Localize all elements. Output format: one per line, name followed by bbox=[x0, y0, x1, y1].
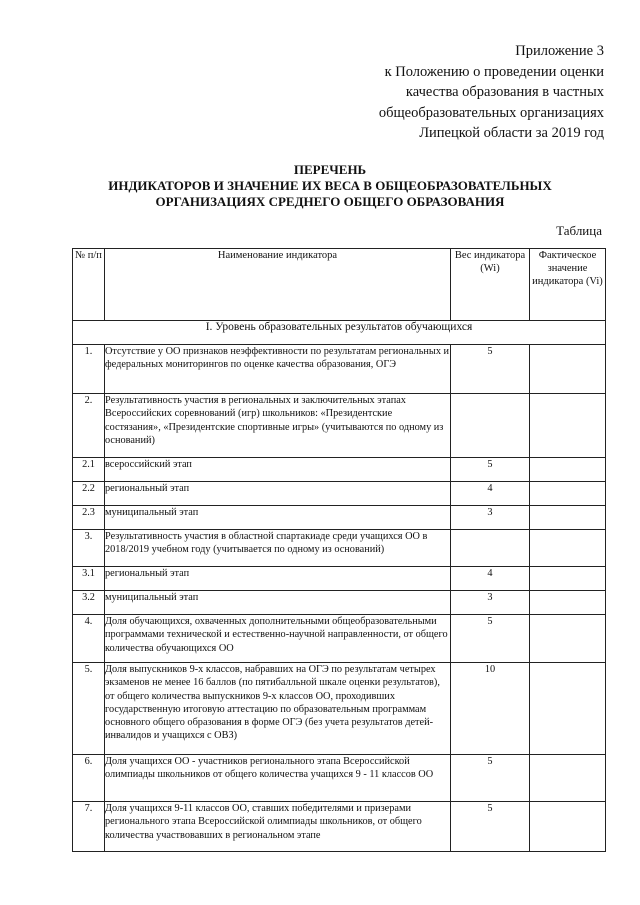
table-row bbox=[73, 530, 606, 567]
header-num: № п/п bbox=[73, 249, 105, 321]
table-header-row bbox=[73, 249, 606, 321]
row-weight: 5 bbox=[451, 755, 530, 802]
row-name: всероссийский этап bbox=[105, 458, 451, 482]
appendix-line: Липецкой области за 2019 год bbox=[419, 125, 604, 141]
document-title bbox=[80, 162, 580, 210]
row-name: муниципальный этап bbox=[105, 591, 451, 615]
row-fact bbox=[530, 394, 606, 458]
row-name: Результативность участия в областной спартакиаде среди учащихся ОО в 2018/2019 учебном году (учитывается по одному из оснований) bbox=[105, 530, 451, 567]
indicators-table bbox=[72, 248, 606, 852]
row-weight: 4 bbox=[451, 567, 530, 591]
row-fact bbox=[530, 482, 606, 506]
row-fact bbox=[530, 755, 606, 802]
row-weight: 3 bbox=[451, 591, 530, 615]
row-name: муниципальный этап bbox=[105, 506, 451, 530]
row-fact bbox=[530, 802, 606, 852]
row-fact bbox=[530, 615, 606, 663]
row-name: региональный этап bbox=[105, 482, 451, 506]
row-name: Доля учащихся ОО - участников регионального этапа Всероссийской олимпиады школьников от общего количества учащихся 9 - 11 классов ОО bbox=[105, 755, 451, 802]
row-weight: 5 bbox=[451, 802, 530, 852]
row-weight: 5 bbox=[451, 615, 530, 663]
table-row bbox=[73, 755, 606, 802]
title-line: ОРГАНИЗАЦИЯХ СРЕДНЕГО ОБЩЕГО ОБРАЗОВАНИЯ bbox=[155, 194, 505, 209]
row-num: 3. bbox=[73, 530, 105, 567]
appendix-line: Приложение 3 bbox=[515, 43, 604, 59]
row-weight: 5 bbox=[451, 458, 530, 482]
row-weight: 5 bbox=[451, 345, 530, 394]
row-num: 6. bbox=[73, 755, 105, 802]
table-row bbox=[73, 663, 606, 755]
row-num: 1. bbox=[73, 345, 105, 394]
row-num: 4. bbox=[73, 615, 105, 663]
row-fact bbox=[530, 663, 606, 755]
row-num: 2.1 bbox=[73, 458, 105, 482]
appendix-line: качества образования в частных bbox=[405, 84, 604, 100]
row-weight bbox=[451, 530, 530, 567]
row-name: региональный этап bbox=[105, 567, 451, 591]
table-row bbox=[73, 615, 606, 663]
row-name: Отсутствие у ОО признаков неэффективности по результатам региональных и федеральных мониторингов по оценке качества образования, ОГЭ bbox=[105, 345, 451, 394]
row-fact bbox=[530, 567, 606, 591]
row-name: Результативность участия в региональных и заключительных этапах Всероссийских соревнований (игр) школьников: «Президентские состязания», «Президентские спортивные игры» (учитываются по одному из оснований) bbox=[105, 394, 451, 458]
row-fact bbox=[530, 458, 606, 482]
row-name: Доля обучающихся, охваченных дополнительными общеобразовательными программами технической и естественно-научной направленности, от общего количества обучающихся ОО bbox=[105, 615, 451, 663]
table-row bbox=[73, 482, 606, 506]
table-row bbox=[73, 802, 606, 852]
row-name: Доля выпускников 9-х классов, набравших на ОГЭ по результатам четырех экзаменов не менее 16 баллов (по пятибалльной шкале оценки результатов), от общего количества выпускников 9-х классов ОО, проходивших государственную итоговую аттестацию по образовательным программам основного общего образования в форме ОГЭ (без учета результатов детей-инвалидов и учащихся с ОВЗ) bbox=[105, 663, 451, 755]
row-fact bbox=[530, 345, 606, 394]
row-weight: 4 bbox=[451, 482, 530, 506]
row-num: 2. bbox=[73, 394, 105, 458]
table-row bbox=[73, 506, 606, 530]
title-line: ПЕРЕЧЕНЬ bbox=[293, 162, 367, 177]
table-row bbox=[73, 345, 606, 394]
title-line: ИНДИКАТОРОВ И ЗНАЧЕНИЕ ИХ ВЕСА В ОБЩЕОБРАЗОВАТЕЛЬНЫХ bbox=[108, 178, 552, 193]
header-fact: Фактическое значение индикатора (Vi) bbox=[530, 249, 606, 321]
row-fact bbox=[530, 530, 606, 567]
row-weight: 3 bbox=[451, 506, 530, 530]
table-row bbox=[73, 458, 606, 482]
table-row bbox=[73, 394, 606, 458]
row-weight: 10 bbox=[451, 663, 530, 755]
table-row bbox=[73, 591, 606, 615]
table-row bbox=[73, 567, 606, 591]
row-num: 3.2 bbox=[73, 591, 105, 615]
row-name: Доля учащихся 9-11 классов ОО, ставших победителями и призерами регионального этапа Всероссийской олимпиады школьников, от общего количества участвовавших в региональном этапе bbox=[105, 802, 451, 852]
appendix-block bbox=[274, 41, 604, 144]
section-row bbox=[73, 321, 606, 345]
appendix-line: к Положению о проведении оценки bbox=[384, 63, 604, 80]
appendix-line: общеобразовательных организациях bbox=[378, 104, 604, 121]
row-num: 7. bbox=[73, 802, 105, 852]
row-num: 2.2 bbox=[73, 482, 105, 506]
row-num: 5. bbox=[73, 663, 105, 755]
row-fact bbox=[530, 506, 606, 530]
table-caption: Таблица bbox=[556, 223, 602, 238]
row-num: 2.3 bbox=[73, 506, 105, 530]
row-fact bbox=[530, 591, 606, 615]
header-weight: Вес индикатора (Wi) bbox=[451, 249, 530, 321]
section-title: I. Уровень образовательных результатов обучающихся bbox=[73, 321, 606, 345]
row-num: 3.1 bbox=[73, 567, 105, 591]
header-name: Наименование индикатора bbox=[105, 249, 451, 321]
row-weight bbox=[451, 394, 530, 458]
